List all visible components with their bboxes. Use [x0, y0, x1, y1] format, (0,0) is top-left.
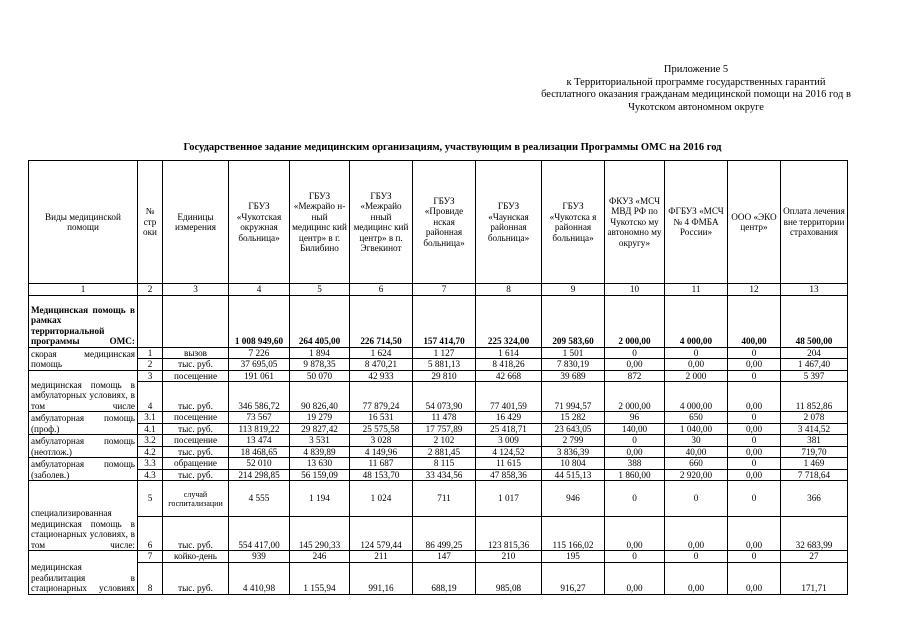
row-label: амбулаторная помощь (неотлож.) — [29, 435, 138, 458]
table-cell: 40,00 — [665, 446, 728, 458]
table-cell: 0 — [605, 347, 665, 359]
table-cell: 1 040,00 — [665, 423, 728, 435]
table-cell: 47 858,36 — [476, 469, 542, 481]
table-cell: 0 — [605, 551, 665, 563]
table-cell: 16 531 — [350, 412, 413, 424]
table-cell: 4 410,98 — [229, 562, 290, 594]
table-cell: 52 010 — [229, 458, 290, 470]
row-number: 1 — [138, 347, 163, 359]
table-cell: 0,00 — [728, 469, 781, 481]
table-cell: 54 073,90 — [413, 382, 476, 412]
table-cell: 1 860,00 — [605, 469, 665, 481]
table-cell: 946 — [542, 481, 605, 517]
table-row — [29, 370, 848, 382]
column-number-row — [29, 284, 848, 296]
table-cell: 2 102 — [413, 435, 476, 447]
row-label: амбулаторная помощь (заболев.) — [29, 458, 138, 481]
column-number: 11 — [665, 284, 728, 296]
row-unit: тыс. руб. — [163, 517, 229, 551]
table-cell: 73 567 — [229, 412, 290, 424]
row-unit: посещение — [163, 435, 229, 447]
row-number: 2 — [138, 359, 163, 371]
table-cell: 0,00 — [728, 446, 781, 458]
table-cell: 0,00 — [728, 382, 781, 412]
row-unit: посещение — [163, 370, 229, 382]
column-number: 9 — [542, 284, 605, 296]
table-cell: 115 166,02 — [542, 517, 605, 551]
table-cell: 939 — [229, 551, 290, 563]
table-cell: 23 643,05 — [542, 423, 605, 435]
table-cell: 7 830,19 — [542, 359, 605, 371]
table-cell: 0,00 — [728, 517, 781, 551]
table-cell: 86 499,25 — [413, 517, 476, 551]
header-cell: ГБУЗ «Провиде нская районная больница» — [413, 161, 476, 284]
table-cell: 4 149,96 — [350, 446, 413, 458]
table-cell: 0,00 — [665, 359, 728, 371]
table-cell: 0 — [728, 347, 781, 359]
table-cell: 7 226 — [229, 347, 290, 359]
table-cell: 29 827,42 — [290, 423, 350, 435]
table-cell: 16 429 — [476, 412, 542, 424]
table-cell: 9 878,35 — [290, 359, 350, 371]
table-cell: 0,00 — [728, 359, 781, 371]
table-cell: 211 — [350, 551, 413, 563]
header-cell: Оплата лечения вне территории страхования — [781, 161, 848, 284]
table-cell: 985,08 — [476, 562, 542, 594]
row-number: 3 — [138, 370, 163, 382]
table-cell: 11 478 — [413, 412, 476, 424]
table-cell: 123 815,36 — [476, 517, 542, 551]
table-cell: 96 — [605, 412, 665, 424]
table-cell: 1 127 — [413, 347, 476, 359]
column-number: 12 — [728, 284, 781, 296]
table-cell: 3 028 — [350, 435, 413, 447]
table-cell: 660 — [665, 458, 728, 470]
row-unit: койко-день — [163, 551, 229, 563]
table-cell: 214 298,85 — [229, 469, 290, 481]
table-cell: 916,27 — [542, 562, 605, 594]
table-cell: 27 — [781, 551, 848, 563]
document-title: Государственное задание медицинским организациям, участвующим в реализации Программы ОМС на 2016 год — [183, 142, 722, 153]
table-cell: 688,19 — [413, 562, 476, 594]
table-cell: 0,00 — [605, 446, 665, 458]
row-unit: тыс. руб. — [163, 446, 229, 458]
table-row — [29, 481, 848, 517]
table-cell: 1 467,40 — [781, 359, 848, 371]
table-row — [29, 562, 848, 594]
row-unit: обращение — [163, 458, 229, 470]
table-cell: 11 852,86 — [781, 382, 848, 412]
table-cell: 18 468,65 — [229, 446, 290, 458]
table-cell: 77 879,24 — [350, 382, 413, 412]
table-cell: 2 920,00 — [665, 469, 728, 481]
table-cell: 872 — [605, 370, 665, 382]
row-unit: случай госпитализации — [163, 481, 229, 517]
table-row — [29, 359, 848, 371]
header-cell: ГБУЗ «Чукотская окружная больница» — [229, 161, 290, 284]
table-cell: 711 — [413, 481, 476, 517]
table-cell: 381 — [781, 435, 848, 447]
total-row — [29, 295, 848, 347]
row-number: 5 — [138, 481, 163, 517]
table-cell: 42 933 — [350, 370, 413, 382]
table-cell: 30 — [665, 435, 728, 447]
total-cell: 2 000,00 — [605, 295, 665, 347]
total-cell: 225 324,00 — [476, 295, 542, 347]
table-cell: 147 — [413, 551, 476, 563]
table-cell: 0 — [605, 481, 665, 517]
table-cell: 4 000,00 — [665, 382, 728, 412]
table-cell: 3 009 — [476, 435, 542, 447]
table-cell: 5 397 — [781, 370, 848, 382]
table-cell: 1 624 — [350, 347, 413, 359]
row-label: специализированная медицинская помощь в стационарных условиях, в том числе: — [29, 481, 138, 551]
state-assignment-table — [28, 160, 848, 595]
column-number: 8 — [476, 284, 542, 296]
table-cell: 8 115 — [413, 458, 476, 470]
table-cell: 0 — [605, 435, 665, 447]
table-cell: 0,00 — [728, 562, 781, 594]
table-cell: 1 614 — [476, 347, 542, 359]
table-row — [29, 412, 848, 424]
table-cell: 0 — [728, 551, 781, 563]
table-cell: 140,00 — [605, 423, 665, 435]
table-cell: 991,16 — [350, 562, 413, 594]
table-cell: 33 434,56 — [413, 469, 476, 481]
table-body — [29, 295, 848, 594]
total-cell: 157 414,70 — [413, 295, 476, 347]
header-cell: ФГБУЗ «МСЧ № 4 ФМБА России» — [665, 161, 728, 284]
table-cell: 0,00 — [665, 562, 728, 594]
table-cell: 1 024 — [350, 481, 413, 517]
table-cell: 15 282 — [542, 412, 605, 424]
row-label: медицинская помощь в амбулаторных условиях, в том числе — [29, 370, 138, 412]
table-cell: 4 839,89 — [290, 446, 350, 458]
table-row — [29, 551, 848, 563]
table-cell: 3 836,39 — [542, 446, 605, 458]
table-cell: 719,70 — [781, 446, 848, 458]
table-cell: 0,00 — [665, 517, 728, 551]
table-cell: 37 695,05 — [229, 359, 290, 371]
table-cell: 8 470,21 — [350, 359, 413, 371]
column-number: 7 — [413, 284, 476, 296]
table-cell: 0 — [728, 435, 781, 447]
header-cell: ГБУЗ «Чукотска я районная больница» — [542, 161, 605, 284]
table-cell: 42 668 — [476, 370, 542, 382]
table-cell: 0,00 — [605, 517, 665, 551]
table-cell: 246 — [290, 551, 350, 563]
column-number: 2 — [138, 284, 163, 296]
table-cell: 0 — [665, 551, 728, 563]
table-cell: 145 290,33 — [290, 517, 350, 551]
table-cell: 44 515,13 — [542, 469, 605, 481]
table-row — [29, 423, 848, 435]
table-cell: 0,00 — [605, 359, 665, 371]
table-cell: 195 — [542, 551, 605, 563]
total-label: Медицинская помощь в рамках территориальной программы ОМС: — [29, 295, 138, 347]
header-cell: ООО «ЭКО центр» — [728, 161, 781, 284]
column-number: 5 — [290, 284, 350, 296]
table-cell: 124 579,44 — [350, 517, 413, 551]
total-cell: 209 583,60 — [542, 295, 605, 347]
table-row — [29, 469, 848, 481]
column-number: 3 — [163, 284, 229, 296]
row-number: 4.1 — [138, 423, 163, 435]
table-cell: 13 474 — [229, 435, 290, 447]
table-cell: 1 017 — [476, 481, 542, 517]
total-cell: 264 405,00 — [290, 295, 350, 347]
table-cell: 2 000,00 — [605, 382, 665, 412]
table-cell: 2 799 — [542, 435, 605, 447]
table-cell: 56 159,09 — [290, 469, 350, 481]
appendix-line-2: к Территориальной программе государственных гарантий — [566, 76, 826, 88]
table-cell: 71 994,57 — [542, 382, 605, 412]
row-number: 3.2 — [138, 435, 163, 447]
table-cell: 25 418,71 — [476, 423, 542, 435]
appendix-line-1: Приложение 5 — [663, 64, 729, 75]
row-unit: посещение — [163, 412, 229, 424]
table-cell: 3 531 — [290, 435, 350, 447]
table-cell: 11 687 — [350, 458, 413, 470]
table-cell: 1 894 — [290, 347, 350, 359]
table-cell: 1 501 — [542, 347, 605, 359]
table-cell: 0 — [728, 481, 781, 517]
table-cell: 77 401,59 — [476, 382, 542, 412]
row-unit: вызов — [163, 347, 229, 359]
table-row — [29, 382, 848, 412]
table-cell: 0,00 — [728, 423, 781, 435]
row-unit: тыс. руб. — [163, 359, 229, 371]
table-cell: 1 155,94 — [290, 562, 350, 594]
table-cell: 50 070 — [290, 370, 350, 382]
table-row — [29, 347, 848, 359]
row-unit: тыс. руб. — [163, 382, 229, 412]
table-cell: 171,71 — [781, 562, 848, 594]
table-cell: 1 469 — [781, 458, 848, 470]
table-row — [29, 458, 848, 470]
column-number: 10 — [605, 284, 665, 296]
table-cell: 2 078 — [781, 412, 848, 424]
table-cell: 346 586,72 — [229, 382, 290, 412]
header-cell: Виды медицинской помощи — [29, 161, 138, 284]
row-number: 4 — [138, 382, 163, 412]
table-cell: 0 — [728, 412, 781, 424]
column-number: 4 — [229, 284, 290, 296]
row-unit: тыс. руб. — [163, 469, 229, 481]
column-number: 1 — [29, 284, 138, 296]
table-cell: 0,00 — [605, 562, 665, 594]
table-cell: 19 279 — [290, 412, 350, 424]
table-cell: 204 — [781, 347, 848, 359]
row-label: медицинская реабилитация в стационарных условиях — [29, 551, 138, 595]
table-cell: 7 718,64 — [781, 469, 848, 481]
table-cell: 4 124,52 — [476, 446, 542, 458]
table-cell: 17 757,89 — [413, 423, 476, 435]
total-cell: 48 500,00 — [781, 295, 848, 347]
table-cell: 554 417,00 — [229, 517, 290, 551]
table-cell: 0 — [728, 370, 781, 382]
table-cell: 13 630 — [290, 458, 350, 470]
row-unit: тыс. руб. — [163, 423, 229, 435]
table-cell: 3 414,52 — [781, 423, 848, 435]
table-cell: 366 — [781, 481, 848, 517]
table-cell: 2 000 — [665, 370, 728, 382]
column-number: 13 — [781, 284, 848, 296]
table-row — [29, 435, 848, 447]
appendix-line-3: бесплатного оказания гражданам медицинской помощи на 2016 год в — [541, 89, 851, 100]
table-cell: 191 061 — [229, 370, 290, 382]
row-number: 3.1 — [138, 412, 163, 424]
table-cell: 113 819,22 — [229, 423, 290, 435]
header-cell: Единицы измерения — [163, 161, 229, 284]
row-number: 4.2 — [138, 446, 163, 458]
table-cell: 90 826,40 — [290, 382, 350, 412]
total-cell: 400,00 — [728, 295, 781, 347]
appendix-line-4: Чукотском автономном округе — [628, 101, 764, 113]
table-cell: 5 881,13 — [413, 359, 476, 371]
row-unit: тыс. руб. — [163, 562, 229, 594]
table-cell: 11 615 — [476, 458, 542, 470]
table-cell: 210 — [476, 551, 542, 563]
appendix-header — [480, 64, 905, 114]
header-row — [29, 161, 848, 284]
table-cell: 25 575,58 — [350, 423, 413, 435]
table-cell: 32 683,99 — [781, 517, 848, 551]
column-number: 6 — [350, 284, 413, 296]
header-cell: ГБУЗ «Чаунская районная больница» — [476, 161, 542, 284]
header-cell: ГБУЗ «Межрайо н-ный медицинс кий центр» в г. Билибино — [290, 161, 350, 284]
total-cell: 226 714,50 — [350, 295, 413, 347]
header-cell: № стр оки — [138, 161, 163, 284]
table-cell: 650 — [665, 412, 728, 424]
row-number: 3.3 — [138, 458, 163, 470]
table-cell: 388 — [605, 458, 665, 470]
table-row — [29, 517, 848, 551]
row-number: 7 — [138, 551, 163, 563]
table-row — [29, 446, 848, 458]
table-cell: 2 881,45 — [413, 446, 476, 458]
table-cell: 4 555 — [229, 481, 290, 517]
row-number: 8 — [138, 562, 163, 594]
table-cell: 0 — [665, 481, 728, 517]
row-number: 6 — [138, 517, 163, 551]
table-cell: 48 153,70 — [350, 469, 413, 481]
table-cell: 10 804 — [542, 458, 605, 470]
header-cell: ФКУЗ «МСЧ МВД РФ по Чукотско му автономно му округу» — [605, 161, 665, 284]
header-cell: ГБУЗ «Межрайо нный медицинс кий центр» в п. Эгвекинот — [350, 161, 413, 284]
row-label: амбулаторная помощь (проф.) — [29, 412, 138, 435]
row-number: 4.3 — [138, 469, 163, 481]
table-cell: 0 — [728, 458, 781, 470]
table-cell: 8 418,26 — [476, 359, 542, 371]
table-cell: 39 689 — [542, 370, 605, 382]
table-cell: 1 194 — [290, 481, 350, 517]
table-cell: 0 — [665, 347, 728, 359]
table-cell: 29 810 — [413, 370, 476, 382]
row-label: скорая медицинская помощь — [29, 347, 138, 370]
total-cell: 4 000,00 — [665, 295, 728, 347]
total-cell: 1 008 949,60 — [229, 295, 290, 347]
